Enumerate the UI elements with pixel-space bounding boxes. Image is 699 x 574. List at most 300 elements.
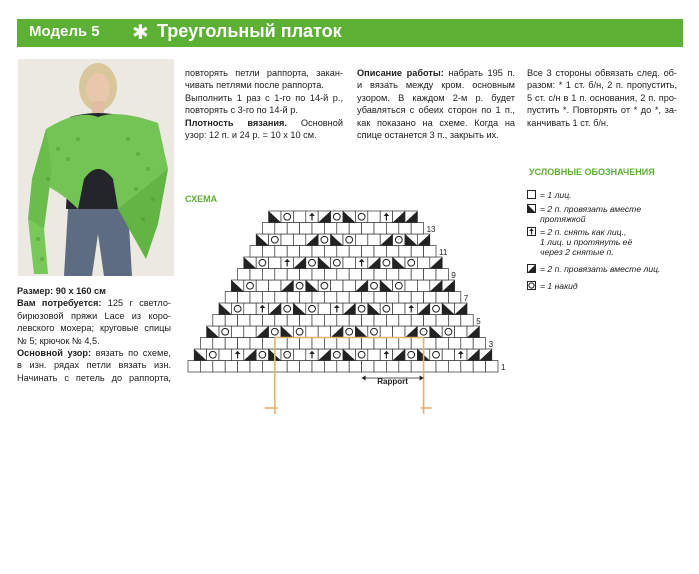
knit-stitch-icon bbox=[337, 292, 349, 304]
k2tog-icon bbox=[269, 303, 281, 315]
knit-stitch-icon bbox=[300, 246, 312, 258]
yarn-over-icon bbox=[293, 326, 305, 338]
k2tog-icon bbox=[527, 264, 536, 273]
knit-stitch-icon bbox=[411, 246, 423, 258]
yarn-over-icon bbox=[343, 234, 355, 246]
knit-stitch-icon bbox=[250, 361, 262, 373]
knit-stitch-icon bbox=[411, 338, 423, 350]
k2tog-tbl-icon bbox=[207, 326, 219, 338]
k2tog-icon bbox=[442, 280, 454, 292]
knit-stitch-icon bbox=[411, 315, 423, 327]
knit-stitch-icon bbox=[473, 361, 485, 373]
knit-stitch-icon bbox=[343, 280, 355, 292]
knit-stitch-icon bbox=[337, 338, 349, 350]
row-number: 5 bbox=[476, 317, 481, 326]
legend-text: 1 лиц. и протянуть её bbox=[540, 237, 633, 247]
knit-stitch-icon bbox=[200, 338, 212, 350]
double-decrease-icon bbox=[455, 349, 467, 361]
k2tog-icon bbox=[405, 211, 417, 223]
knit-stitch-icon bbox=[349, 223, 361, 235]
knit-stitch-icon bbox=[393, 303, 405, 315]
k2tog-tbl-icon bbox=[219, 303, 231, 315]
legend-text: через 2 снятые п. bbox=[540, 247, 614, 257]
knit-stitch-icon bbox=[300, 269, 312, 281]
knit-stitch-icon bbox=[386, 269, 398, 281]
knit-stitch-icon bbox=[411, 223, 423, 235]
yarn-over-icon bbox=[281, 211, 293, 223]
knit-stitch-icon bbox=[262, 269, 274, 281]
knit-stitch-icon bbox=[300, 223, 312, 235]
knit-stitch-icon bbox=[399, 292, 411, 304]
k2tog-icon bbox=[455, 303, 467, 315]
knit-stitch-icon bbox=[275, 246, 287, 258]
knit-stitch-icon bbox=[442, 349, 454, 361]
double-decrease-icon bbox=[355, 257, 367, 269]
k2tog-icon bbox=[479, 349, 491, 361]
k2tog-icon bbox=[318, 349, 330, 361]
rapport-label: Rapport bbox=[377, 377, 408, 386]
k2tog-tbl-icon bbox=[244, 257, 256, 269]
k2tog-tbl-icon bbox=[293, 303, 305, 315]
knit-stitch-icon bbox=[386, 338, 398, 350]
pattern-text: в изн. рядах петли вязать изн. bbox=[17, 360, 171, 371]
knit-stitch-icon bbox=[225, 338, 237, 350]
k2tog-icon bbox=[417, 303, 429, 315]
work-description-label: Описание работы: bbox=[357, 68, 444, 78]
materials-text: бирюзовой пряжи Lace из коро- bbox=[17, 310, 171, 321]
k2tog-tbl-icon bbox=[442, 303, 454, 315]
knit-stitch-icon bbox=[312, 338, 324, 350]
knit-stitch-icon bbox=[312, 361, 324, 373]
double-decrease-icon bbox=[281, 257, 293, 269]
yarn-over-icon bbox=[527, 281, 536, 290]
knit-stitch-icon bbox=[362, 315, 374, 327]
knit-stitch-icon bbox=[337, 361, 349, 373]
k2tog-icon bbox=[430, 280, 442, 292]
knit-stitch-icon bbox=[424, 315, 436, 327]
yarn-over-icon bbox=[244, 280, 256, 292]
title-bar bbox=[17, 19, 683, 47]
knit-stitch-icon bbox=[473, 338, 485, 350]
yarn-over-icon bbox=[393, 234, 405, 246]
yarn-over-icon bbox=[355, 349, 367, 361]
knit-stitch-icon bbox=[219, 349, 231, 361]
text-line: спице останется 3 п., закрыть их. bbox=[357, 130, 499, 141]
knit-stitch-icon bbox=[293, 349, 305, 361]
k2tog-tbl-icon bbox=[269, 211, 281, 223]
knit-stitch-icon bbox=[287, 223, 299, 235]
legend-text: = 2 п. провязать вместе лиц. bbox=[540, 264, 661, 274]
density-text: Основной bbox=[300, 117, 343, 128]
knit-stitch-icon bbox=[312, 292, 324, 304]
knit-stitch-icon bbox=[324, 361, 336, 373]
edging-block bbox=[527, 67, 677, 129]
yarn-over-icon bbox=[417, 326, 429, 338]
knit-stitch-icon bbox=[250, 269, 262, 281]
knit-stitch-icon bbox=[324, 292, 336, 304]
knit-stitch-icon bbox=[337, 246, 349, 258]
knit-stitch-icon bbox=[262, 292, 274, 304]
knit-stitch-icon bbox=[337, 269, 349, 281]
knit-stitch-icon bbox=[399, 269, 411, 281]
knit-stitch-icon bbox=[318, 326, 330, 338]
yarn-over-icon bbox=[368, 326, 380, 338]
size-value: 90 х 160 см bbox=[55, 286, 106, 296]
knit-stitch-icon bbox=[461, 338, 473, 350]
text-line: разом: * 1 ст. б/н, 2 п. пропустить, bbox=[527, 80, 677, 91]
k2tog-tbl-icon bbox=[430, 326, 442, 338]
knit-stitch-icon bbox=[527, 190, 536, 199]
text-line: узором. В каждом 2-м р. будет bbox=[357, 92, 515, 103]
knit-stitch-icon bbox=[275, 315, 287, 327]
k2tog-icon bbox=[244, 349, 256, 361]
knit-stitch-icon bbox=[399, 246, 411, 258]
knit-stitch-icon bbox=[324, 269, 336, 281]
k2tog-icon bbox=[368, 257, 380, 269]
double-decrease-icon bbox=[306, 211, 318, 223]
yarn-over-icon bbox=[256, 349, 268, 361]
yarn-over-icon bbox=[269, 326, 281, 338]
text-line: набрать 195 п. bbox=[448, 68, 515, 78]
pattern-continuation-block bbox=[185, 67, 343, 141]
knit-stitch-icon bbox=[362, 269, 374, 281]
arrowhead-icon bbox=[362, 376, 366, 381]
knit-stitch-icon bbox=[436, 292, 448, 304]
knit-stitch-icon bbox=[424, 338, 436, 350]
knit-stitch-icon bbox=[293, 234, 305, 246]
knit-stitch-icon bbox=[213, 361, 225, 373]
text-line: и вязать между кром. основным bbox=[357, 80, 515, 91]
k2tog-tbl-icon bbox=[368, 303, 380, 315]
knit-stitch-icon bbox=[461, 315, 473, 327]
knit-stitch-icon bbox=[374, 223, 386, 235]
text-line: пустить *. Повторять от * до *, за- bbox=[527, 105, 677, 116]
knit-stitch-icon bbox=[399, 338, 411, 350]
knit-stitch-icon bbox=[386, 223, 398, 235]
yarn-over-icon bbox=[331, 349, 343, 361]
knit-stitch-icon bbox=[275, 361, 287, 373]
yarn-over-icon bbox=[281, 303, 293, 315]
knit-stitch-icon bbox=[436, 315, 448, 327]
knit-stitch-icon bbox=[380, 326, 392, 338]
model-photo bbox=[18, 59, 174, 276]
row-number: 11 bbox=[439, 248, 448, 257]
woman-in-shawl-illustration bbox=[18, 59, 174, 276]
knit-stitch-icon bbox=[300, 315, 312, 327]
knit-stitch-icon bbox=[424, 269, 436, 281]
double-decrease-icon bbox=[527, 227, 536, 236]
knit-stitch-icon bbox=[368, 234, 380, 246]
materials-text: 125 г светло- bbox=[107, 298, 171, 309]
yarn-over-icon bbox=[430, 303, 442, 315]
k2tog-tbl-icon bbox=[355, 326, 367, 338]
knit-stitch-icon bbox=[399, 223, 411, 235]
double-decrease-icon bbox=[331, 303, 343, 315]
k2tog-tbl-icon bbox=[194, 349, 206, 361]
knit-stitch-icon bbox=[231, 326, 243, 338]
yarn-over-icon bbox=[293, 280, 305, 292]
legend-text: = 1 накид bbox=[540, 281, 578, 291]
knit-stitch-icon bbox=[287, 269, 299, 281]
knit-stitch-icon bbox=[238, 292, 250, 304]
knit-stitch-icon bbox=[256, 280, 268, 292]
knit-stitch-icon bbox=[424, 246, 436, 258]
yarn-over-icon bbox=[331, 257, 343, 269]
knit-stitch-icon bbox=[262, 315, 274, 327]
k2tog-tbl-icon bbox=[306, 280, 318, 292]
chart-title: СХЕМА bbox=[185, 194, 218, 204]
knit-stitch-icon bbox=[281, 234, 293, 246]
knit-stitch-icon bbox=[262, 246, 274, 258]
k2tog-tbl-icon bbox=[331, 234, 343, 246]
knit-stitch-icon bbox=[300, 338, 312, 350]
knit-stitch-icon bbox=[374, 315, 386, 327]
yarn-over-icon bbox=[430, 349, 442, 361]
knit-stitch-icon bbox=[269, 280, 281, 292]
knitting-chart bbox=[180, 205, 510, 420]
knit-stitch-icon bbox=[362, 292, 374, 304]
k2tog-icon bbox=[343, 303, 355, 315]
work-description-block bbox=[357, 67, 515, 141]
knit-stitch-icon bbox=[275, 223, 287, 235]
knit-stitch-icon bbox=[225, 315, 237, 327]
k2tog-tbl-icon bbox=[380, 280, 392, 292]
k2tog-tbl-icon bbox=[393, 257, 405, 269]
k2tog-icon bbox=[318, 211, 330, 223]
k2tog-tbl-icon bbox=[343, 211, 355, 223]
yarn-over-icon bbox=[355, 303, 367, 315]
k2tog-icon bbox=[405, 326, 417, 338]
k2tog-tbl-icon bbox=[318, 257, 330, 269]
knit-stitch-icon bbox=[349, 269, 361, 281]
k2tog-icon bbox=[355, 280, 367, 292]
knit-stitch-icon bbox=[411, 269, 423, 281]
knit-stitch-icon bbox=[312, 246, 324, 258]
k2tog-tbl-icon bbox=[527, 204, 536, 213]
row-number: 1 bbox=[501, 363, 506, 372]
knit-stitch-icon bbox=[448, 315, 460, 327]
knit-stitch-icon bbox=[287, 361, 299, 373]
knit-stitch-icon bbox=[386, 315, 398, 327]
knit-stitch-icon bbox=[312, 223, 324, 235]
knit-stitch-icon bbox=[337, 223, 349, 235]
pattern-text: вязать по схеме, bbox=[95, 348, 171, 359]
knit-stitch-icon bbox=[362, 361, 374, 373]
knit-stitch-icon bbox=[324, 315, 336, 327]
knit-stitch-icon bbox=[411, 292, 423, 304]
knit-stitch-icon bbox=[411, 361, 423, 373]
knit-stitch-icon bbox=[238, 315, 250, 327]
double-decrease-icon bbox=[306, 349, 318, 361]
materials-label: Вам потребуется: bbox=[17, 298, 102, 309]
knit-stitch-icon bbox=[262, 223, 274, 235]
k2tog-icon bbox=[281, 280, 293, 292]
k2tog-tbl-icon bbox=[281, 326, 293, 338]
text-line: как показано на схеме. Когда на bbox=[357, 117, 515, 128]
double-decrease-icon bbox=[380, 211, 392, 223]
knit-stitch-icon bbox=[386, 246, 398, 258]
double-decrease-icon bbox=[380, 349, 392, 361]
yarn-over-icon bbox=[306, 303, 318, 315]
yarn-over-icon bbox=[405, 349, 417, 361]
k2tog-icon bbox=[467, 349, 479, 361]
text-line: Все 3 стороны обвязать след. об- bbox=[527, 68, 677, 78]
k2tog-icon bbox=[430, 257, 442, 269]
knit-stitch-icon bbox=[188, 361, 200, 373]
knit-stitch-icon bbox=[275, 338, 287, 350]
knit-stitch-icon bbox=[225, 361, 237, 373]
density-label: Плотность вязания. bbox=[185, 117, 287, 128]
text-line: повторять петли раппорта, закан- bbox=[185, 68, 343, 78]
text-line: чивать петлями после раппорта. bbox=[185, 80, 324, 91]
knit-stitch-icon bbox=[213, 338, 225, 350]
pattern-text: Начинать с петель до раппорта, bbox=[17, 372, 171, 383]
k2tog-tbl-icon bbox=[256, 234, 268, 246]
knit-stitch-icon bbox=[306, 326, 318, 338]
knit-stitch-icon bbox=[318, 303, 330, 315]
row-number: 7 bbox=[463, 294, 469, 303]
knit-stitch-icon bbox=[250, 246, 262, 258]
materials-block bbox=[17, 285, 171, 384]
knit-stitch-icon bbox=[349, 315, 361, 327]
knit-stitch-icon bbox=[355, 234, 367, 246]
knit-stitch-icon bbox=[436, 361, 448, 373]
knit-stitch-icon bbox=[386, 292, 398, 304]
legend-text: = 1 лиц. bbox=[540, 190, 572, 200]
materials-text: № 5; крючок № 4,5. bbox=[17, 335, 100, 346]
knit-stitch-icon bbox=[287, 315, 299, 327]
yarn-over-icon bbox=[368, 280, 380, 292]
yarn-over-icon bbox=[256, 257, 268, 269]
legend-title: УСЛОВНЫЕ ОБОЗНАЧЕНИЯ bbox=[529, 167, 655, 177]
knit-stitch-icon bbox=[461, 361, 473, 373]
knit-stitch-icon bbox=[448, 292, 460, 304]
k2tog-icon bbox=[393, 349, 405, 361]
knit-stitch-icon bbox=[238, 338, 250, 350]
k2tog-icon bbox=[256, 326, 268, 338]
knit-stitch-icon bbox=[349, 246, 361, 258]
knit-stitch-icon bbox=[244, 326, 256, 338]
yarn-over-icon bbox=[393, 280, 405, 292]
knit-stitch-icon bbox=[424, 292, 436, 304]
materials-text: левского мохера; круговые спицы bbox=[17, 323, 171, 334]
knit-stitch-icon bbox=[250, 315, 262, 327]
double-decrease-icon bbox=[256, 303, 268, 315]
knit-stitch-icon bbox=[331, 280, 343, 292]
double-decrease-icon bbox=[231, 349, 243, 361]
knit-stitch-icon bbox=[374, 338, 386, 350]
yarn-over-icon bbox=[405, 257, 417, 269]
knit-stitch-icon bbox=[312, 269, 324, 281]
knit-stitch-icon bbox=[250, 292, 262, 304]
yarn-over-icon bbox=[219, 326, 231, 338]
knit-stitch-icon bbox=[405, 280, 417, 292]
k2tog-icon bbox=[293, 257, 305, 269]
chart-grid bbox=[188, 211, 498, 372]
knit-stitch-icon bbox=[455, 326, 467, 338]
knit-stitch-icon bbox=[324, 246, 336, 258]
knit-stitch-icon bbox=[362, 223, 374, 235]
yarn-over-icon bbox=[318, 234, 330, 246]
knit-stitch-icon bbox=[300, 292, 312, 304]
knit-stitch-icon bbox=[262, 361, 274, 373]
knit-stitch-icon bbox=[368, 211, 380, 223]
yarn-over-icon bbox=[331, 211, 343, 223]
knit-stitch-icon bbox=[417, 257, 429, 269]
yarn-over-icon bbox=[306, 257, 318, 269]
model-label: Модель 5 bbox=[29, 23, 100, 40]
knit-stitch-icon bbox=[349, 292, 361, 304]
knit-stitch-icon bbox=[386, 361, 398, 373]
row-number: 3 bbox=[488, 340, 494, 349]
text-line: повторять с 3-го по 14-й р. bbox=[185, 105, 298, 116]
yarn-over-icon bbox=[355, 211, 367, 223]
k2tog-icon bbox=[306, 234, 318, 246]
knit-stitch-icon bbox=[399, 361, 411, 373]
k2tog-icon bbox=[417, 234, 429, 246]
text-line: Выполнить 1 раз с 1-го по 14-й р., bbox=[185, 92, 343, 103]
knit-stitch-icon bbox=[343, 257, 355, 269]
k2tog-icon bbox=[380, 234, 392, 246]
knit-stitch-icon bbox=[436, 338, 448, 350]
knit-stitch-icon bbox=[374, 246, 386, 258]
yarn-over-icon bbox=[318, 280, 330, 292]
row-number: 13 bbox=[426, 225, 436, 234]
knit-stitch-icon bbox=[275, 269, 287, 281]
knit-stitch-icon bbox=[337, 315, 349, 327]
knit-stitch-icon bbox=[448, 338, 460, 350]
knit-stitch-icon bbox=[399, 315, 411, 327]
knit-stitch-icon bbox=[238, 361, 250, 373]
k2tog-icon bbox=[393, 211, 405, 223]
knit-stitch-icon bbox=[287, 292, 299, 304]
knit-stitch-icon bbox=[349, 338, 361, 350]
k2tog-tbl-icon bbox=[343, 349, 355, 361]
knit-stitch-icon bbox=[448, 361, 460, 373]
yarn-over-icon bbox=[269, 234, 281, 246]
knit-stitch-icon bbox=[287, 246, 299, 258]
knit-stitch-icon bbox=[300, 361, 312, 373]
knit-stitch-icon bbox=[225, 292, 237, 304]
k2tog-icon bbox=[467, 326, 479, 338]
knit-stitch-icon bbox=[486, 361, 498, 373]
yarn-over-icon bbox=[380, 303, 392, 315]
knit-stitch-icon bbox=[244, 303, 256, 315]
row-number: 9 bbox=[451, 271, 456, 280]
knit-stitch-icon bbox=[269, 257, 281, 269]
legend-text: = 2 п. снять как лиц., bbox=[540, 227, 627, 237]
legend-text: = 2 п. провязать вместе bbox=[540, 204, 642, 214]
yarn-over-icon bbox=[231, 303, 243, 315]
yarn-over-icon bbox=[380, 257, 392, 269]
star-icon: ✱ bbox=[132, 22, 149, 44]
knit-stitch-icon bbox=[374, 269, 386, 281]
knit-stitch-icon bbox=[200, 361, 212, 373]
k2tog-tbl-icon bbox=[231, 280, 243, 292]
legend-text: протяжкой bbox=[540, 214, 586, 224]
knit-stitch-icon bbox=[424, 361, 436, 373]
knit-stitch-icon bbox=[312, 315, 324, 327]
page-title: Треугольный платок bbox=[157, 21, 342, 41]
text-line: убавляться с обеих сторон по 1 п., bbox=[357, 105, 515, 116]
knit-stitch-icon bbox=[349, 361, 361, 373]
knit-stitch-icon bbox=[374, 292, 386, 304]
size-label: Размер: bbox=[17, 286, 54, 296]
knit-stitch-icon bbox=[262, 338, 274, 350]
yarn-over-icon bbox=[207, 349, 219, 361]
double-decrease-icon bbox=[405, 303, 417, 315]
text-line: канчивать 1 ст. б/н. bbox=[527, 117, 609, 128]
